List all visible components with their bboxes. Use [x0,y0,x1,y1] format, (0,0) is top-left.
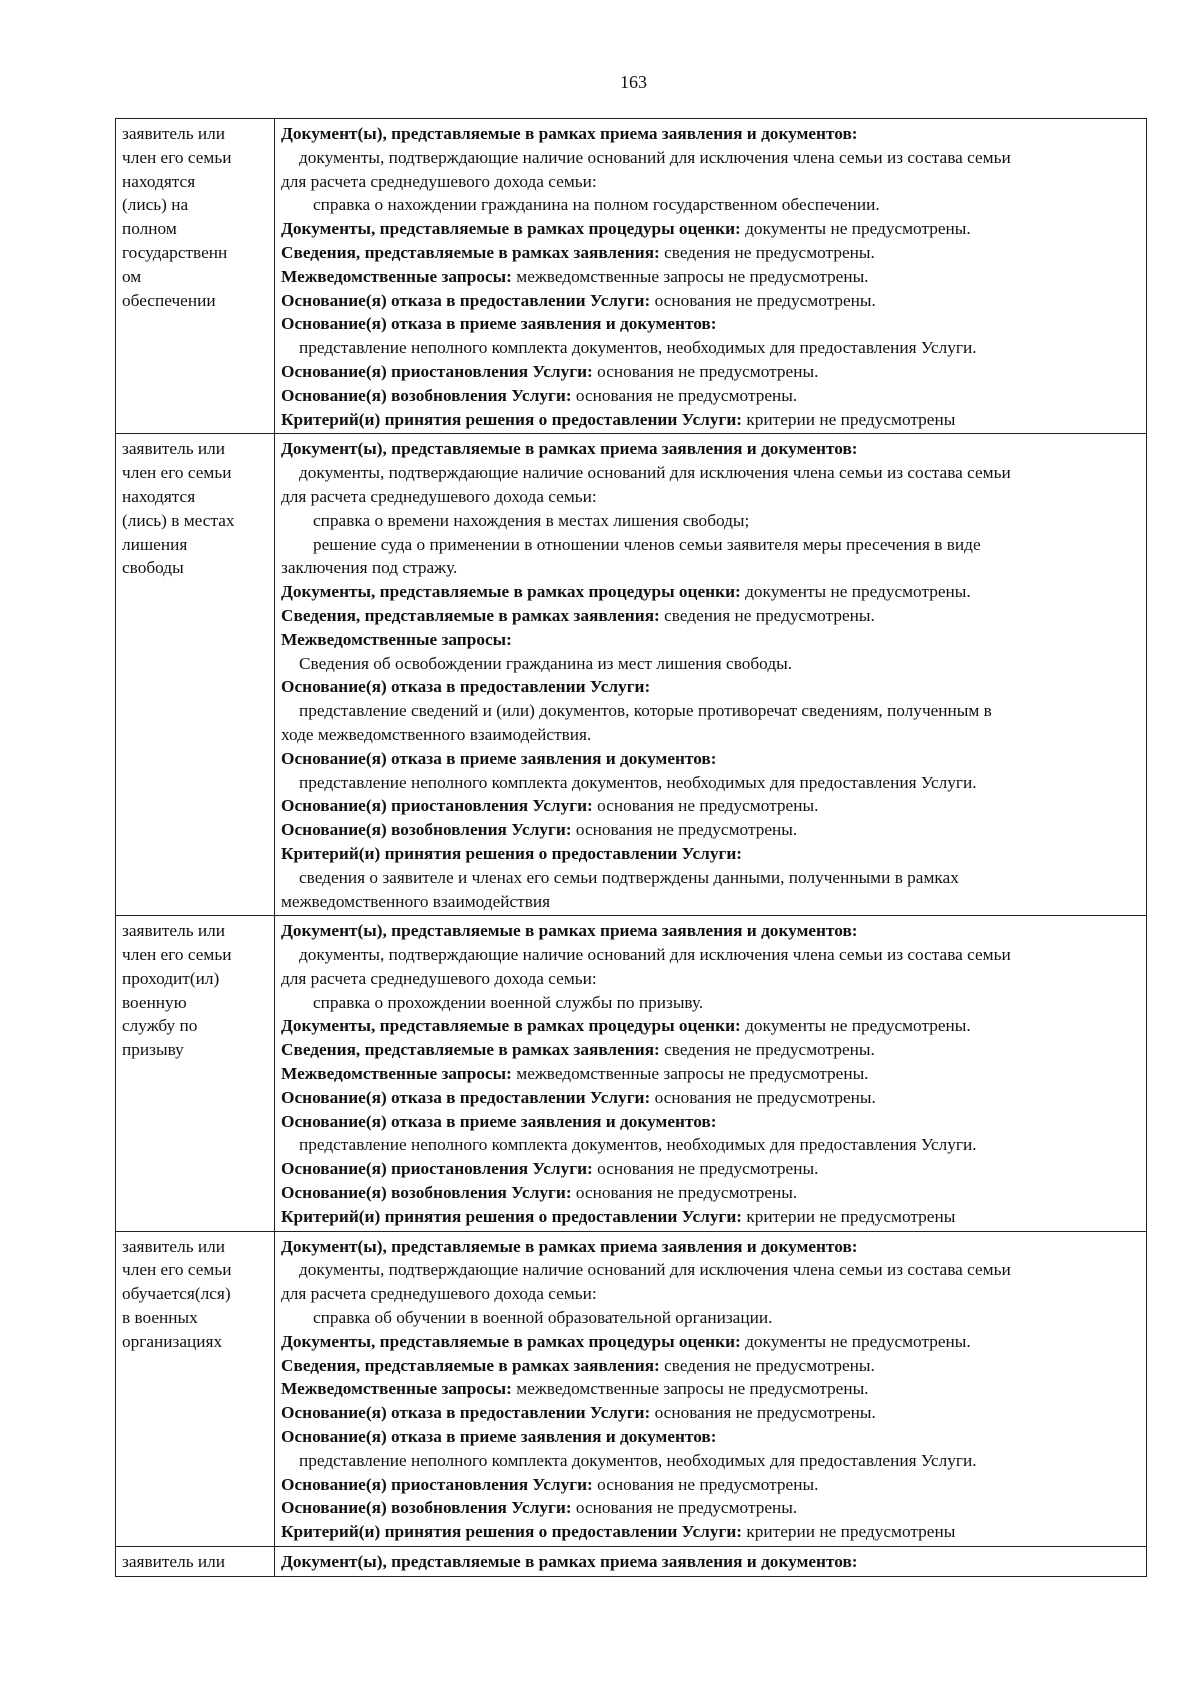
condition-cell [116,916,275,1231]
detail-line [281,1235,1140,1259]
detail-line [281,1282,1140,1306]
detail-text: основания не предусмотрены. [650,290,876,310]
detail-text: документы не предусмотрены. [740,1016,971,1036]
detail-heading: Основание(я) отказа в приеме заявления и документов: [281,1111,717,1131]
detail-text: межведомственные запросы не предусмотрены. [511,266,869,286]
condition-line: обучается(лся) [122,1284,231,1304]
detail-line [281,991,1140,1015]
condition-cell [116,1547,275,1577]
detail-text: представление неполного комплекта документов, необходимых для предоставления Услуги. [299,338,977,358]
detail-line [281,652,1140,676]
detail-line [281,1496,1140,1520]
detail-line [281,485,1140,509]
detail-line [281,1133,1140,1157]
detail-heading: Документ(ы), представляемые в рамках приема заявления и документов: [281,1236,858,1256]
condition-line: член его семьи [122,463,232,483]
detail-heading: Сведения, представляемые в рамках заявления: [281,1040,660,1060]
detail-text: сведения не предусмотрены. [659,605,875,625]
detail-line [281,890,1140,914]
detail-heading: Документ(ы), представляемые в рамках приема заявления и документов: [281,921,858,941]
detail-line [281,336,1140,360]
details-cell [275,916,1147,1231]
detail-line [281,747,1140,771]
detail-text: основания не предусмотрены. [592,1159,819,1179]
detail-heading: Межведомственные запросы: [281,1379,512,1399]
detail-heading: Основание(я) отказа в предоставлении Услуги: [281,677,651,697]
detail-line [281,675,1140,699]
condition-line: лишения [122,534,188,554]
detail-line [281,556,1140,580]
detail-text: документы не предусмотрены. [740,219,971,239]
detail-heading: Документы, представляемые в рамках процедуры оценки: [281,582,741,602]
detail-text: сведения не предусмотрены. [659,1040,875,1060]
detail-heading: Основание(я) отказа в приеме заявления и документов: [281,1427,717,1447]
detail-heading: Основание(я) возобновления Услуги: [281,1183,572,1203]
detail-text: ходе межведомственного взаимодействия. [281,724,592,744]
condition-line: заявитель или [122,1552,226,1572]
detail-text: представление неполного комплекта документов, необходимых для предоставления Услуги. [299,772,977,792]
detail-line [281,794,1140,818]
detail-text: основания не предусмотрены. [592,361,819,381]
detail-heading: Критерий(и) принятия решения о предоставлении Услуги: [281,1522,743,1542]
detail-text: основания не предусмотрены. [650,1087,876,1107]
detail-line [281,533,1140,557]
detail-text: сведения не предусмотрены. [659,1355,875,1375]
detail-line [281,312,1140,336]
detail-heading: Основание(я) отказа в предоставлении Услуги: [281,1403,651,1423]
condition-cell [116,434,275,916]
detail-heading: Основание(я) приостановления Услуги: [281,796,593,816]
table-row [116,1547,1147,1577]
detail-line [281,437,1140,461]
page-number: 163 [620,72,647,92]
detail-text: представление сведений и (или) документов, которые противоречат сведениям, полученным в [299,701,992,721]
condition-line: (лись) в местах [122,510,235,530]
detail-line [281,122,1140,146]
detail-line [281,1014,1140,1038]
condition-line: свободы [122,558,184,578]
condition-line: полном [122,219,177,239]
detail-text: межведомственные запросы не предусмотрены. [511,1064,869,1084]
detail-heading: Основание(я) отказа в приеме заявления и документов: [281,748,717,768]
detail-text: заключения под стражу. [281,558,458,578]
detail-heading: Межведомственные запросы: [281,629,512,649]
table-row [116,434,1147,916]
detail-text: сведения не предусмотрены. [659,242,875,262]
condition-line: обеспечении [122,290,216,310]
condition-line: заявитель или [122,124,226,143]
details-cell [275,119,1147,434]
detail-line [281,919,1140,943]
condition-line: заявитель или [122,1236,226,1256]
condition-line: ом [122,266,142,286]
detail-text: для расчета среднедушевого дохода семьи: [281,486,597,506]
detail-text: основания не предусмотрены. [592,796,819,816]
condition-line: в военных [122,1308,198,1328]
detail-heading: Основание(я) приостановления Услуги: [281,1474,593,1494]
detail-text: справка о нахождении гражданина на полном государственном обеспечении. [313,195,880,215]
detail-text: критерии не предусмотрены [742,409,956,429]
detail-line [281,818,1140,842]
detail-heading: Документ(ы), представляемые в рамках приема заявления и документов: [281,124,858,143]
detail-text: документы, подтверждающие наличие оснований для исключения члена семьи из состава семьи [299,463,1011,483]
detail-line [281,771,1140,795]
condition-cell [116,119,275,434]
table-body [116,119,1147,1577]
detail-heading: Сведения, представляемые в рамках заявления: [281,242,660,262]
condition-line: проходит(ил) [122,968,220,988]
detail-text: основания не предусмотрены. [571,1183,798,1203]
detail-line [281,408,1140,432]
condition-line: член его семьи [122,1260,232,1280]
condition-line: заявитель или [122,439,226,459]
detail-heading: Критерий(и) принятия решения о предоставлении Услуги: [281,409,743,429]
condition-line: член его семьи [122,147,232,167]
detail-line [281,1449,1140,1473]
detail-text: документы не предусмотрены. [740,1331,971,1351]
detail-line [281,699,1140,723]
condition-line: службу по [122,1016,198,1036]
detail-line [281,217,1140,241]
detail-text: межведомственные запросы не предусмотрены. [511,1379,869,1399]
detail-heading: Основание(я) отказа в предоставлении Услуги: [281,1087,651,1107]
detail-heading: Основание(я) возобновления Услуги: [281,385,572,405]
condition-line: призыву [122,1040,184,1060]
detail-line [281,1425,1140,1449]
condition-cell [116,1231,275,1546]
detail-line [281,146,1140,170]
detail-text: для расчета среднедушевого дохода семьи: [281,171,597,191]
detail-heading: Документ(ы), представляемые в рамках приема заявления и документов: [281,439,858,459]
detail-line [281,360,1140,384]
detail-heading: Документы, представляемые в рамках процедуры оценки: [281,219,741,239]
detail-line [281,289,1140,313]
detail-line [281,866,1140,890]
detail-text: представление неполного комплекта документов, необходимых для предоставления Услуги. [299,1450,977,1470]
detail-heading: Межведомственные запросы: [281,1064,512,1084]
detail-text: справка об обучении в военной образовательной организации. [313,1308,773,1328]
detail-text: документы, подтверждающие наличие оснований для исключения члена семьи из состава семьи [299,945,1011,965]
detail-line [281,1181,1140,1205]
details-cell [275,434,1147,916]
detail-text: критерии не предусмотрены [742,1206,956,1226]
condition-line: находятся [122,486,196,506]
detail-line [281,241,1140,265]
detail-heading: Документ(ы), представляемые в рамках приема заявления и документов: [281,1552,858,1572]
detail-text: документы, подтверждающие наличие оснований для исключения члена семьи из состава семьи [299,1260,1011,1280]
condition-line: заявитель или [122,921,226,941]
detail-heading: Сведения, представляемые в рамках заявления: [281,1355,660,1375]
detail-heading: Основание(я) возобновления Услуги: [281,820,572,840]
detail-heading: Основание(я) отказа в предоставлении Услуги: [281,290,651,310]
detail-line [281,1205,1140,1229]
table-row [116,119,1147,434]
detail-text: решение суда о применении в отношении членов семьи заявителя меры пресечения в виде [313,534,981,554]
detail-heading: Сведения, представляемые в рамках заявления: [281,605,660,625]
condition-line: государственн [122,242,228,262]
detail-text: Сведения об освобождении гражданина из мест лишения свободы. [299,653,793,673]
detail-line [281,1110,1140,1134]
detail-heading: Документы, представляемые в рамках процедуры оценки: [281,1016,741,1036]
table-row [116,916,1147,1231]
detail-text: основания не предусмотрены. [650,1403,876,1423]
detail-line [281,170,1140,194]
detail-text: основания не предусмотрены. [571,1498,798,1518]
detail-heading: Критерий(и) принятия решения о предоставлении Услуги: [281,843,743,863]
detail-heading: Документы, представляемые в рамках процедуры оценки: [281,1331,741,1351]
detail-text: межведомственного взаимодействия [281,891,551,911]
detail-heading: Межведомственные запросы: [281,266,512,286]
detail-text: для расчета среднедушевого дохода семьи: [281,968,597,988]
detail-text: документы, подтверждающие наличие оснований для исключения члена семьи из состава семьи [299,147,1011,167]
detail-line [281,1473,1140,1497]
detail-text: для расчета среднедушевого дохода семьи: [281,1284,597,1304]
detail-line [281,1401,1140,1425]
detail-line [281,1038,1140,1062]
table-row [116,1231,1147,1546]
detail-line [281,580,1140,604]
detail-heading: Основание(я) возобновления Услуги: [281,1498,572,1518]
detail-text: представление неполного комплекта документов, необходимых для предоставления Услуги. [299,1135,977,1155]
detail-line [281,604,1140,628]
condition-line: член его семьи [122,945,232,965]
detail-heading: Критерий(и) принятия решения о предоставлении Услуги: [281,1206,743,1226]
detail-text: основания не предусмотрены. [571,820,798,840]
detail-text: справка о времени нахождения в местах лишения свободы; [313,510,750,530]
details-cell [275,1231,1147,1546]
detail-text: основания не предусмотрены. [592,1474,819,1494]
detail-line [281,1258,1140,1282]
detail-line [281,384,1140,408]
detail-heading: Основание(я) приостановления Услуги: [281,361,593,381]
detail-text: основания не предусмотрены. [571,385,798,405]
detail-text: документы не предусмотрены. [740,582,971,602]
detail-line [281,509,1140,533]
detail-text: сведения о заявителе и членах его семьи подтверждены данными, полученными в рамках [299,867,959,887]
detail-line [281,1157,1140,1181]
detail-line [281,265,1140,289]
detail-heading: Основание(я) приостановления Услуги: [281,1159,593,1179]
detail-line [281,1550,1140,1574]
detail-line [281,723,1140,747]
condition-line: организациях [122,1331,223,1351]
detail-line [281,1377,1140,1401]
detail-line [281,1062,1140,1086]
detail-line [281,1354,1140,1378]
condition-line: военную [122,992,187,1012]
detail-line [281,193,1140,217]
detail-line [281,1330,1140,1354]
detail-line [281,1086,1140,1110]
detail-line [281,1520,1140,1544]
detail-line [281,628,1140,652]
detail-line [281,943,1140,967]
detail-line [281,967,1140,991]
condition-line: (лись) на [122,195,189,215]
detail-text: критерии не предусмотрены [742,1522,956,1542]
requirements-table [115,118,1147,1577]
detail-line [281,461,1140,485]
detail-line [281,1306,1140,1330]
detail-text: справка о прохождении военной службы по призыву. [313,992,704,1012]
condition-line: находятся [122,171,196,191]
detail-line [281,842,1140,866]
details-cell [275,1547,1147,1577]
detail-heading: Основание(я) отказа в приеме заявления и документов: [281,314,717,334]
